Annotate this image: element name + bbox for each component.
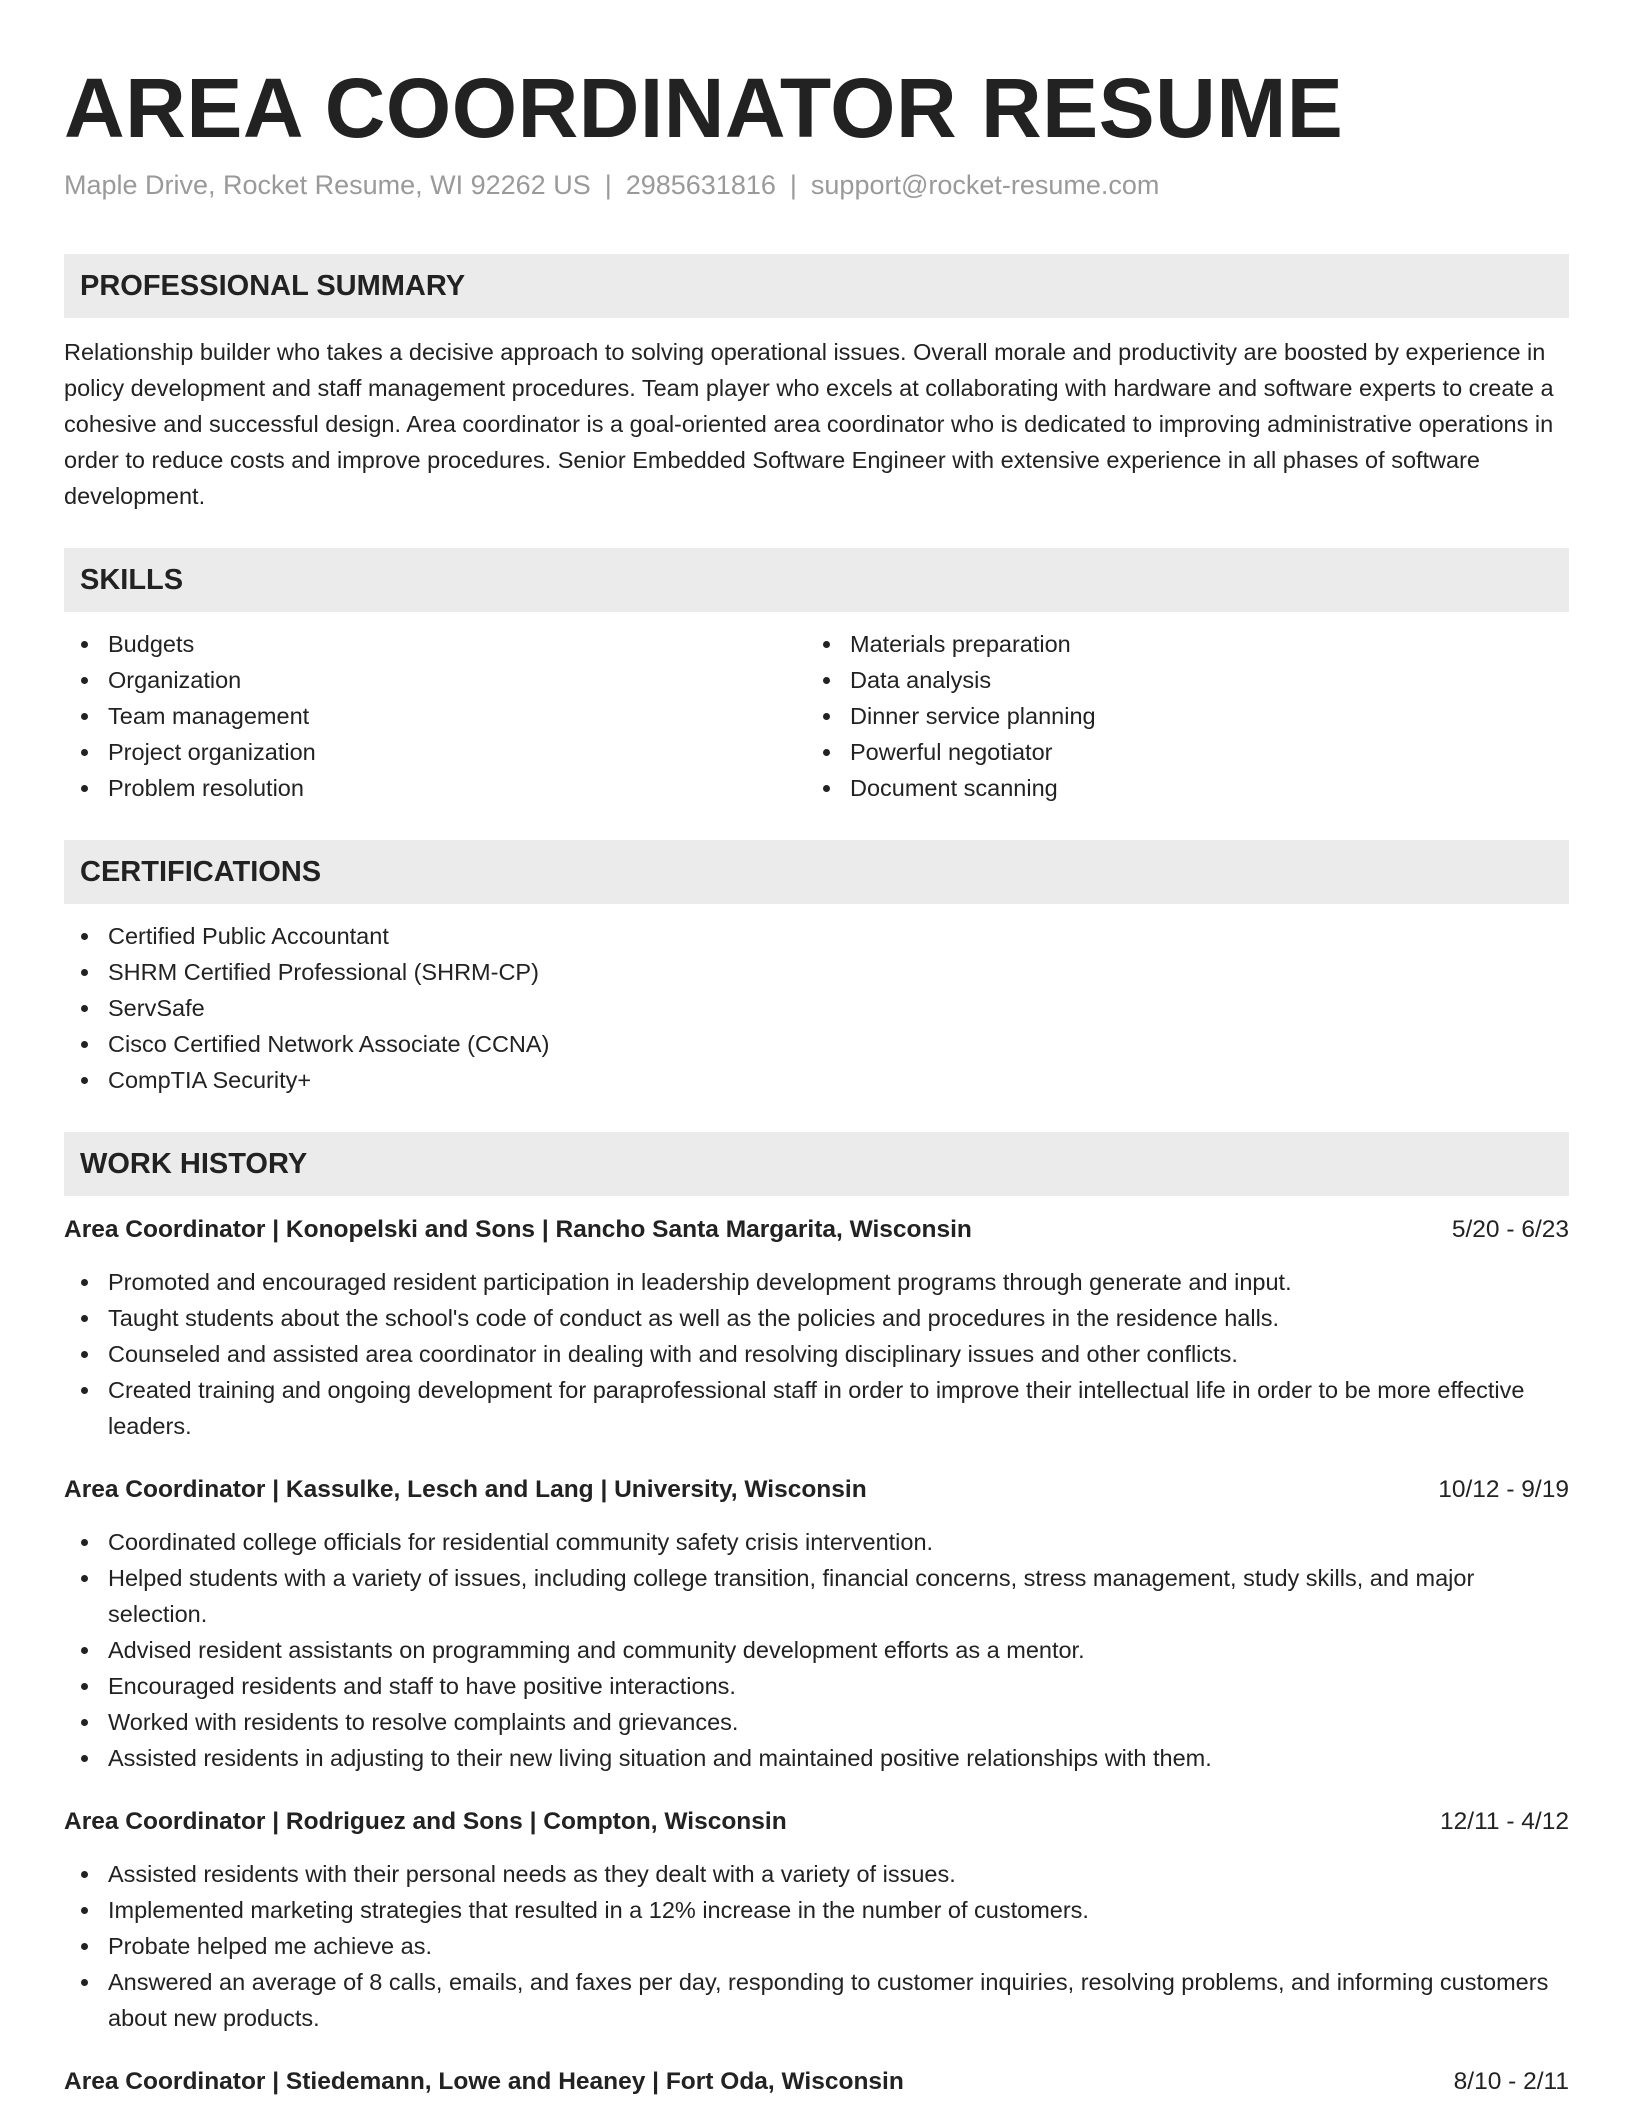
job-bullet: Encouraged residents and staff to have positive interactions. [108, 1668, 1569, 1704]
job-dates: 8/10 - 2/11 [1453, 2068, 1569, 2095]
job-entry [64, 1472, 1569, 1776]
job-header [64, 2064, 1569, 2100]
skills-heading: SKILLS [64, 548, 1569, 612]
summary-text: Relationship builder who takes a decisive approach to solving operational issues. Overall morale and productivity are boosted by experience in policy development and staff management procedures. Team player who excels at collaborating with hardware and software experts to create a cohesive and successful design. Area coordinator is a goal-oriented area coordinator who is dedicated to improving administrative operations in order to reduce costs and improve procedures. Senior Embedded Software Engineer with extensive experience in all phases of software development. [64, 339, 1554, 509]
job-entry [64, 1804, 1569, 2036]
certification-item: Cisco Certified Network Associate (CCNA) [108, 1026, 1569, 1062]
skill-item: Powerful negotiator [850, 734, 1548, 770]
job-entry [64, 1212, 1569, 1444]
contact-email: support@rocket-resume.com [810, 170, 1160, 200]
resume-title: AREA COORDINATOR RESUME [64, 61, 1344, 155]
job-dates: 10/12 - 9/19 [1438, 1476, 1569, 1503]
skill-item: Document scanning [850, 770, 1548, 806]
job-dates: 12/11 - 4/12 [1440, 1808, 1569, 1835]
skill-item: Materials preparation [850, 626, 1548, 662]
job-bullet: Assisted residents with their personal needs as they dealt with a variety of issues. [108, 1856, 1569, 1892]
job-title: Area Coordinator | Kassulke, Lesch and Lang | University, Wisconsin [64, 1476, 867, 1503]
skill-item: Team management [108, 698, 806, 734]
contact-separator: | [604, 170, 612, 200]
job-bullet: Implemented marketing strategies that resulted in a 12% increase in the number of customers. [108, 1892, 1569, 1928]
job-header [64, 1804, 1569, 1840]
certification-item: Certified Public Accountant [108, 918, 1569, 954]
skill-item: Data analysis [850, 662, 1548, 698]
job-title: Area Coordinator | Rodriguez and Sons | Compton, Wisconsin [64, 1808, 787, 1835]
job-bullet: Worked with residents to resolve complaints and grievances. [108, 1704, 1569, 1740]
skills-column-right [806, 612, 1548, 806]
job-bullet: Taught students about the school's code of conduct as well as the policies and procedures in the residence halls. [108, 1300, 1569, 1336]
certifications-heading: CERTIFICATIONS [64, 840, 1569, 904]
skill-item: Budgets [108, 626, 806, 662]
skill-item: Problem resolution [108, 770, 806, 806]
job-bullet: Assisted residents in adjusting to their new living situation and maintained positive relationships with them. [108, 1740, 1569, 1776]
summary-heading: PROFESSIONAL SUMMARY [64, 254, 1569, 318]
skill-item: Project organization [108, 734, 806, 770]
skills-column-left [64, 612, 806, 806]
contact-separator: | [789, 170, 797, 200]
certification-item: CompTIA Security+ [108, 1062, 1569, 1098]
job-entry [64, 2064, 1569, 2100]
job-bullet: Helped students with a variety of issues, including college transition, financial concerns, stress management, study skills, and major selection. [108, 1560, 1569, 1632]
skills-grid [64, 612, 1569, 806]
job-bullet: Created training and ongoing development for paraprofessional staff in order to improve their intellectual life in order to be more effective leaders. [108, 1372, 1569, 1444]
skills-list-right [806, 626, 1548, 806]
job-bullet: Answered an average of 8 calls, emails, and faxes per day, responding to customer inquiries, resolving problems, and informing customers about new products. [108, 1964, 1569, 2036]
contact-address: Maple Drive, Rocket Resume, WI 92262 US [64, 170, 591, 200]
job-bullet: Probate helped me achieve as. [108, 1928, 1569, 1964]
certification-item: ServSafe [108, 990, 1569, 1026]
job-bullets [64, 1856, 1569, 2036]
certification-item: SHRM Certified Professional (SHRM-CP) [108, 954, 1569, 990]
job-title: Area Coordinator | Konopelski and Sons | Rancho Santa Margarita, Wisconsin [64, 1216, 972, 1243]
job-bullets [64, 1264, 1569, 1444]
job-header [64, 1212, 1569, 1248]
job-bullets [64, 1524, 1569, 1776]
job-bullet: Counseled and assisted area coordinator in dealing with and resolving disciplinary issues and other conflicts. [108, 1336, 1569, 1372]
work-history-heading: WORK HISTORY [64, 1132, 1569, 1196]
job-header [64, 1472, 1569, 1508]
contact-line [64, 168, 1569, 202]
job-dates: 5/20 - 6/23 [1451, 1216, 1569, 1243]
skills-list-left [64, 626, 806, 806]
job-bullet: Advised resident assistants on programming and community development efforts as a mentor. [108, 1632, 1569, 1668]
certifications-list [64, 918, 1569, 1098]
job-title: Area Coordinator | Stiedemann, Lowe and Heaney | Fort Oda, Wisconsin [64, 2068, 904, 2095]
job-bullet: Coordinated college officials for residential community safety crisis intervention. [108, 1524, 1569, 1560]
contact-phone: 2985631816 [625, 170, 776, 200]
skill-item: Organization [108, 662, 806, 698]
job-bullet: Promoted and encouraged resident participation in leadership development programs through generate and input. [108, 1264, 1569, 1300]
skill-item: Dinner service planning [850, 698, 1548, 734]
